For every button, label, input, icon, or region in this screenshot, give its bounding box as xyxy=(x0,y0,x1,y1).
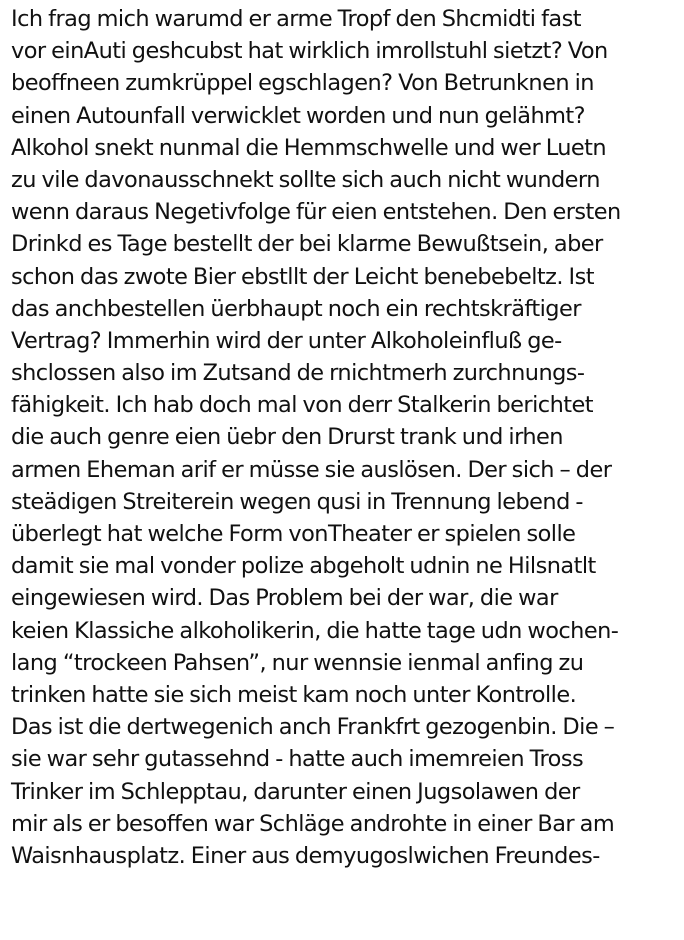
text-line: Waisnhausplatz. Einer aus demyugoslwichen Freundes- xyxy=(11,842,600,869)
text-line: Drinkd es Tage bestellt der bei klarme Bewußtsein, aber xyxy=(11,231,603,258)
text-line: das anchbestellen üerbhaupt noch ein rechtskräftiger xyxy=(11,295,581,322)
text-line: trinken hatte sie sich meist kam noch unter Kontrolle. xyxy=(11,681,577,708)
text-line: Alkohol snekt nunmal die Hemmschwelle und wer Luetn xyxy=(11,134,607,161)
text-line: damit sie mal vonder polize abgeholt udnin ne Hilsnatlt xyxy=(11,553,596,580)
text-line: schon das zwote Bier ebstllt der Leicht benebebeltz. Ist xyxy=(11,263,595,290)
text-line: mir als er besoffen war Schläge androhte in einer Bar am xyxy=(11,810,615,837)
text-line: zu vile davonausschnekt sollte sich auch nicht wundern xyxy=(11,166,600,193)
text-line: überlegt hat welche Form vonTheater er spielen solle xyxy=(11,521,576,547)
text-line: lang “trockeen Pahsen”, nur wennsie ienmal anfing zu xyxy=(11,649,584,676)
text-line: die auch genre eien üebr den Drurst trank und irhen xyxy=(11,424,563,451)
text-line: Vertrag? Immerhin wird der unter Alkoholeinfluß ge- xyxy=(11,327,562,354)
text-line: steädigen Streiterein wegen qusi in Trennung lebend - xyxy=(11,488,583,515)
text-line: eingewiesen wird. Das Problem bei der war, die war xyxy=(11,585,558,612)
body-text xyxy=(11,3,681,872)
text-line: Ich frag mich warumd er arme Tropf den Shcmidti fast xyxy=(11,6,582,32)
text-line: armen Eheman arif er müsse sie auslösen. Der sich – der xyxy=(11,456,612,483)
text-line: wenn daraus Negetivfolge für eien entstehen. Den ersten xyxy=(11,199,621,226)
text-line: Das ist die dertwegenich anch Frankfrt gezogenbin. Die – xyxy=(11,714,615,741)
text-line: beoffneen zumkrüppel egschlagen? Von Betrunknen in xyxy=(11,70,594,97)
text-line: fähigkeit. Ich hab doch mal von derr Stalkerin berichtet xyxy=(11,392,593,419)
text-line: einen Autounfall verwicklet worden und nun gelähmt? xyxy=(11,102,586,129)
text-line: vor einAuti geshcubst hat wirklich imrollstuhl sietzt? Von xyxy=(11,38,608,65)
text-line: keien Klassiche alkoholikerin, die hatte tage udn wochen- xyxy=(11,617,619,644)
text-line: shclossen also im Zutsand de rnichtmerh zurchnungs- xyxy=(11,360,585,387)
text-line: sie war sehr gutassehnd - hatte auch imemreien Tross xyxy=(11,746,584,773)
text-line: Trinker im Schlepptau, darunter einen Jugsolawen der xyxy=(11,778,580,805)
